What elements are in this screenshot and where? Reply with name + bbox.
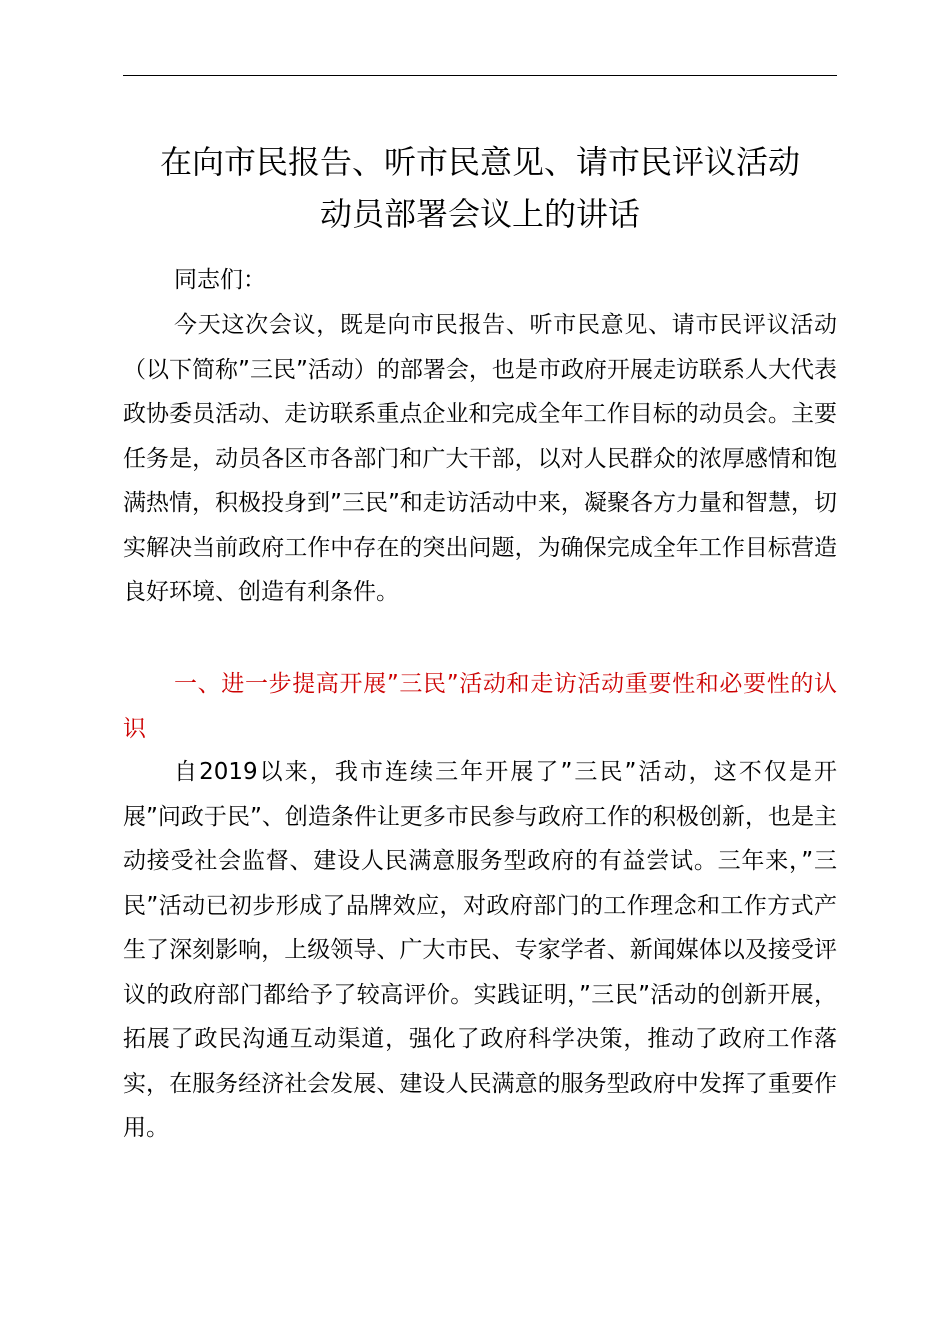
- header-rule: [123, 75, 837, 76]
- salutation: 同志们：: [174, 267, 266, 293]
- paragraph-2: 自2019以来，我市连续三年开展了”三民”活动，这不仅是开展”问政于民”、创造条件让更多市民参与政府工作的积极创新，也是主动接受社会监督、建设人民满意服务型政府的有益尝试。三年来，”三民”活动已初步形成了品牌效应，对政府部门的工作理念和工作方式产生了深刻影响，上级领导、广大市民、专家学者、新闻媒体以及接受评议的政府部门都给予了较高评价。实践证明，”三民”活动的创新开展，拓展了政民沟通互动渠道，强化了政府科学决策，推动了政府工作落实，在服务经济社会发展、建设人民满意的服务型政府中发挥了重要作用。: [123, 759, 837, 1141]
- document-title-line-1: 在向市民报告、听市民意见、请市民评议活动: [159, 143, 800, 181]
- section-1-heading: 一、进一步提高开展”三民”活动和走访活动重要性和必要性的认识: [123, 671, 837, 742]
- document-title-line-2: 动员部署会议上的讲话: [319, 195, 640, 233]
- paragraph-1: 今天这次会议，既是向市民报告、听市民意见、请市民评议活动（以下简称”三民”活动）的部署会，也是市政府开展走访联系人大代表政协委员活动、走访联系重点企业和完成全年工作目标的动员会。主要任务是，动员各区市各部门和广大干部，以对人民群众的浓厚感情和饱满热情，积极投身到”三民”和走访活动中来，凝聚各方力量和智慧，切实解决当前政府工作中存在的突出问题，为确保完成全年工作目标营造良好环境、创造有利条件。: [123, 312, 837, 605]
